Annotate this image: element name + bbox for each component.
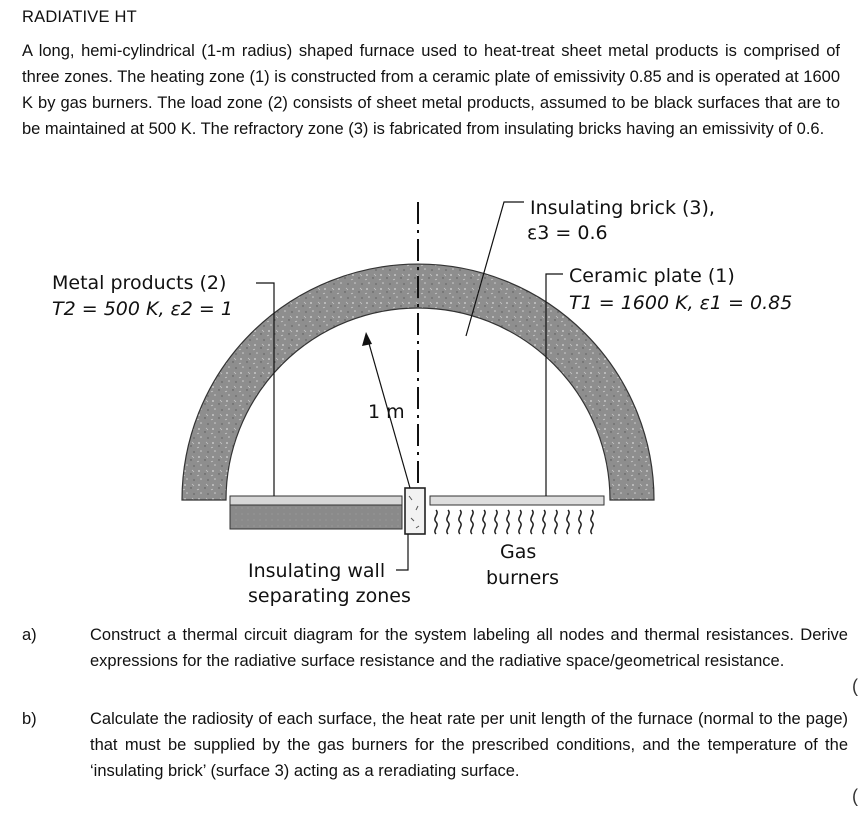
- wall-leader: [396, 534, 408, 570]
- insulating-wall: [405, 488, 425, 534]
- furnace-diagram: [0, 188, 862, 618]
- metal-label-line2: T2 = 500 K, ε2 = 1: [52, 298, 233, 320]
- ceramic-label-line1: Ceramic plate (1): [569, 265, 735, 287]
- metal-products-base: [230, 505, 402, 529]
- question-a-label: a): [22, 626, 37, 644]
- question-b: [22, 706, 848, 784]
- question-b-label: b): [22, 710, 37, 728]
- problem-statement: A long, hemi-cylindrical (1-m radius) shaped furnace used to heat-treat sheet metal products is comprised of three zones. The heating zone (1) is constructed from a ceramic plate of emissivity 0.85 and is operated at 1600 K by gas burners. The load zone (2) consists of sheet metal products, assumed to be black surfaces that are to be maintained at 500 K. The refractory zone (3) is fabricated from insulating bricks having an emissivity of 0.6.: [22, 42, 840, 138]
- ceramic-plate: [430, 496, 604, 505]
- brick-label-line2: ε3 = 0.6: [527, 222, 608, 244]
- question-a: [22, 622, 848, 674]
- ceramic-label-line2: T1 = 1600 K, ε1 = 0.85: [569, 292, 793, 314]
- metal-products-plate: [230, 496, 402, 505]
- margin-mark-a: (: [852, 676, 858, 696]
- question-b-text: Calculate the radiosity of each surface, the heat rate per unit length of the furnace (normal to the page) that must be supplied by the gas burners for the prescribed conditions, and the temperature of the ‘insulating brick’ (surface 3) acting as a reradiating surface.: [90, 710, 848, 780]
- metal-label-line1: Metal products (2): [52, 272, 227, 294]
- burner-label-line2: burners: [486, 567, 560, 589]
- furnace-figure: [0, 188, 862, 618]
- question-a-text: Construct a thermal circuit diagram for the system labeling all nodes and thermal resistances. Derive expressions for the radiative surface resistance and the radiative space/geometrical resistance.: [90, 626, 848, 670]
- margin-mark-b: (: [852, 786, 858, 806]
- wall-label-line1: Insulating wall: [248, 560, 386, 582]
- gas-burner-flames: [435, 510, 593, 534]
- radius-label: 1 m: [368, 401, 405, 423]
- wall-label-line2: separating zones: [248, 585, 411, 607]
- brick-label-line1: Insulating brick (3),: [530, 197, 715, 219]
- burner-label-line1: Gas: [500, 541, 537, 563]
- page-title: RADIATIVE HT: [22, 8, 137, 26]
- radius-arrowhead: [362, 332, 372, 346]
